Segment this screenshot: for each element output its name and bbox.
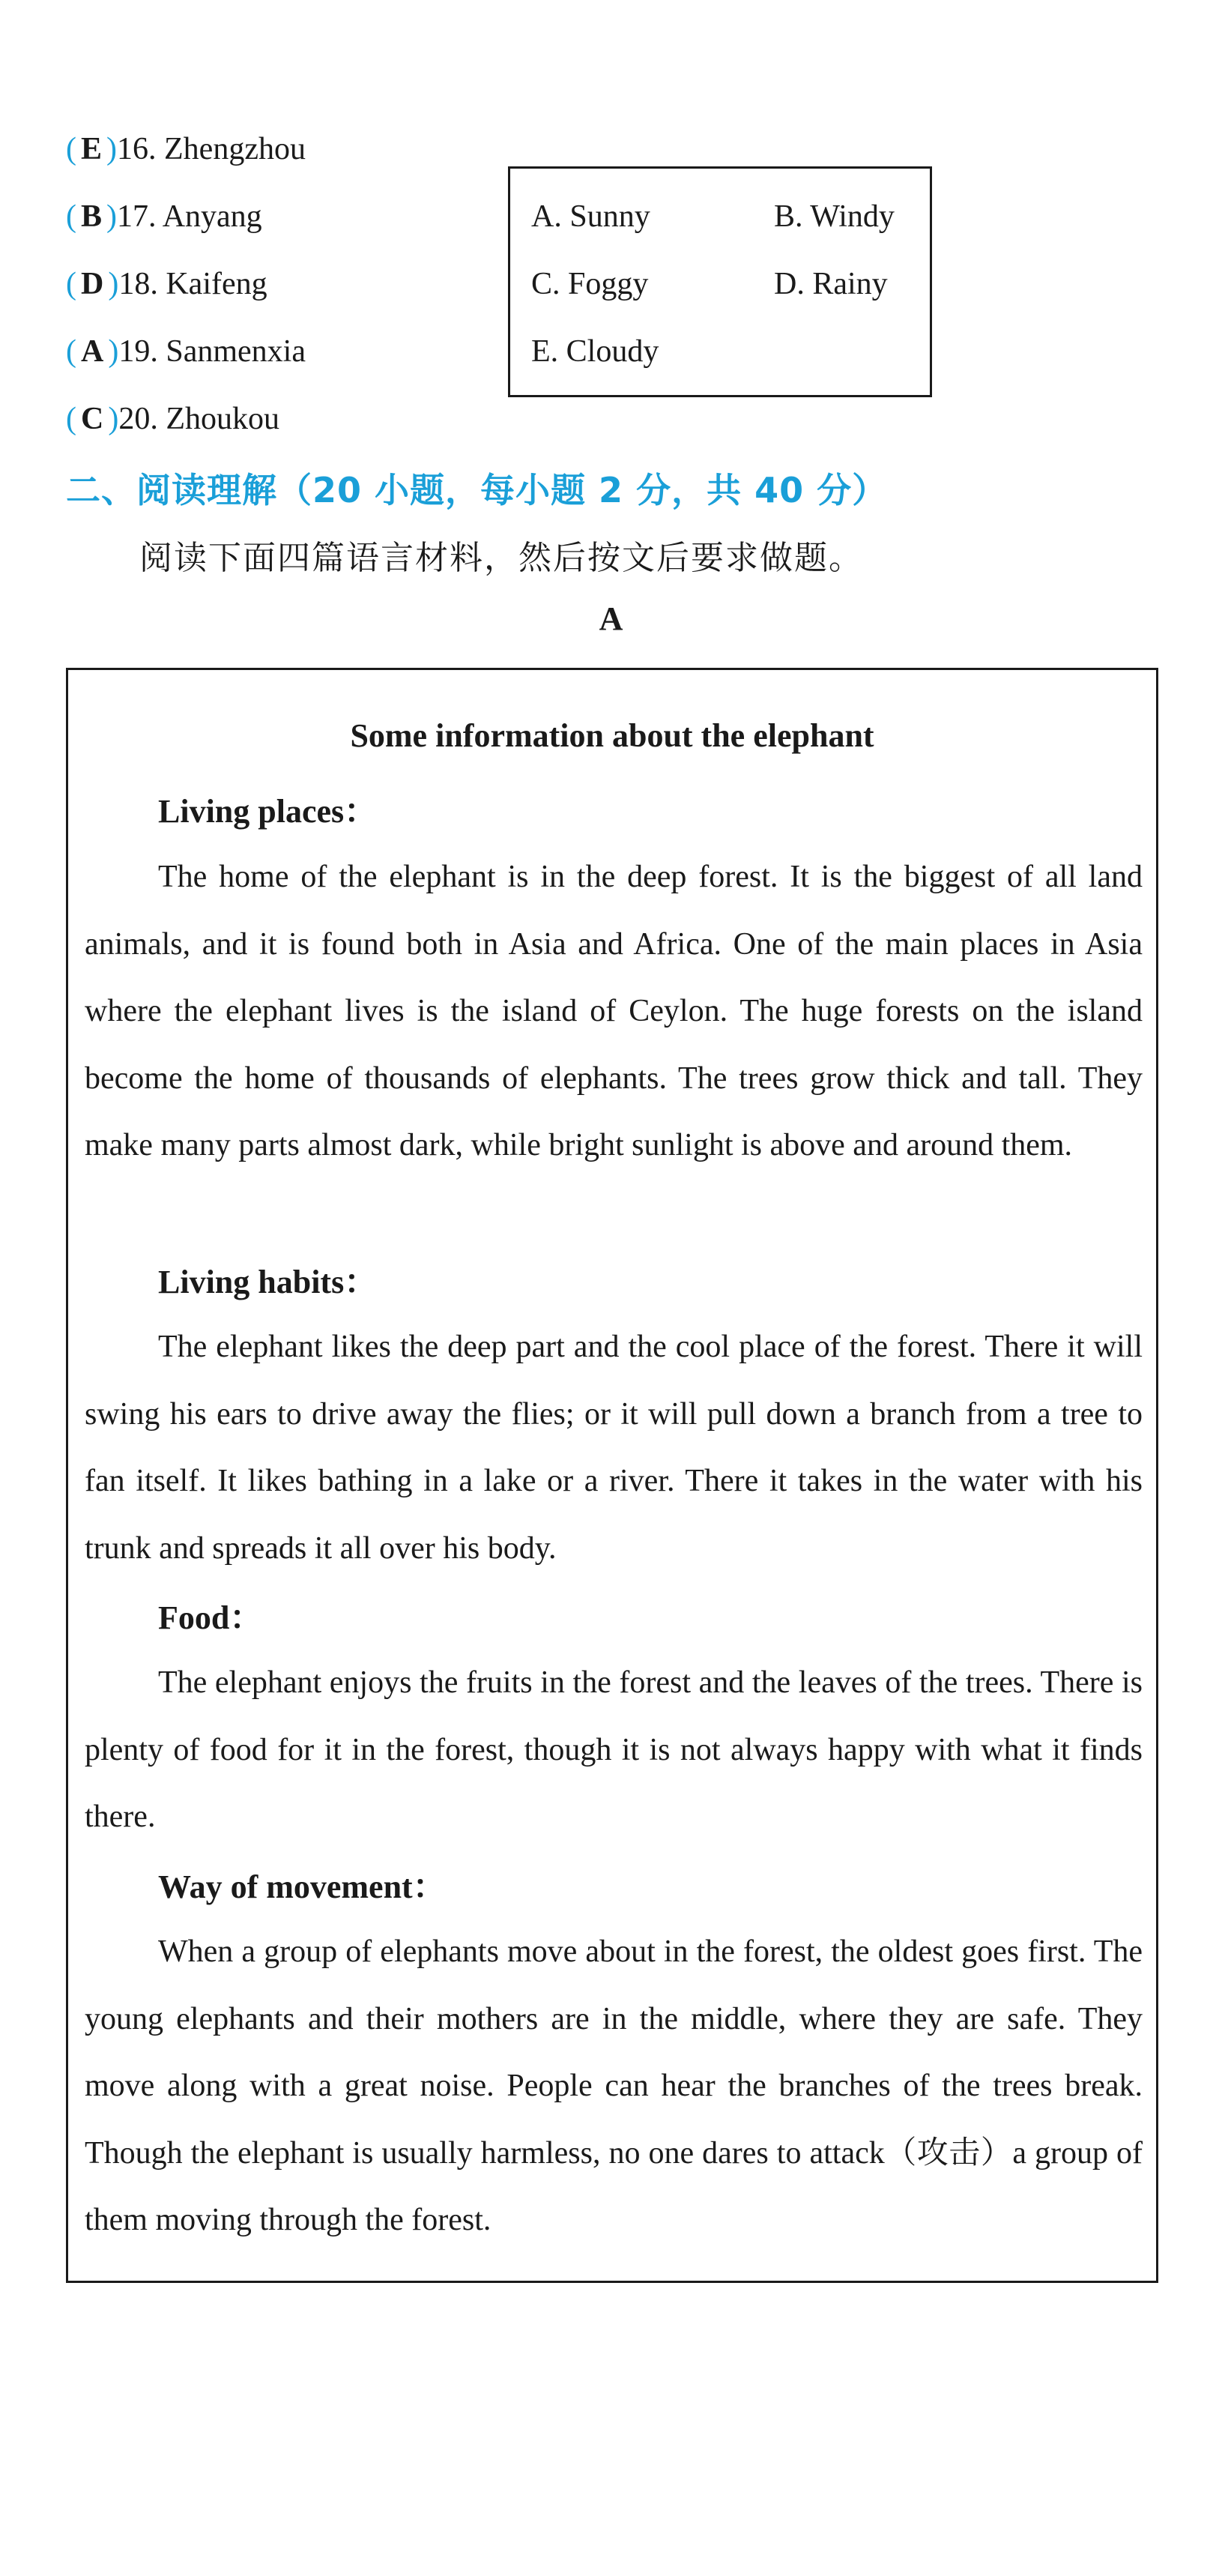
matching-item-19 — [66, 325, 306, 378]
answer-letter: C — [81, 402, 104, 436]
answer-letter: A — [81, 334, 104, 369]
option-a: A. Sunny — [531, 199, 650, 234]
answer-letter: E — [81, 132, 103, 166]
answer-letter: B — [81, 199, 103, 234]
section-instruction: 阅读下面四篇语言材料，然后按文后要求做题。 — [139, 540, 863, 576]
matching-item-16 — [66, 123, 306, 175]
answer-close-paren: ) — [108, 402, 119, 436]
answer-open-paren: ( — [66, 132, 76, 166]
weather-options-box — [508, 166, 932, 397]
passage-box — [66, 668, 1158, 2283]
answer-open-paren: ( — [66, 199, 76, 234]
matching-item-label: 18. Kaifeng — [118, 267, 267, 301]
paragraph-living-places: The home of the elephant is in the deep forest. It is the biggest of all land animals, and it is found both in Asia and Africa. One of the main places in Asia where the elephant lives is the island of Ceylon. The huge forests on the island become the home of thousands of elephants. The trees grow thick and tall. They make many parts almost dark, while bright sunlight is above and around them. — [85, 860, 1143, 1163]
matching-item-label: 19. Sanmenxia — [118, 334, 306, 369]
matching-item-17 — [66, 190, 262, 243]
section-title: 二、阅读理解（20 小题，每小题 2 分，共 40 分） — [66, 470, 888, 510]
answer-close-paren: ) — [106, 199, 118, 234]
option-c: C. Foggy — [531, 267, 649, 301]
option-e: E. Cloudy — [531, 334, 659, 369]
paragraph-way-of-movement: When a group of elephants move about in the forest, the oldest goes first. The young elephants and their mothers are in the middle, where they are safe. They move along with a great noise. People can hear the branches of the trees break. Though the elephant is usually harmless, no one dares to attack（攻击）a group of them moving through the forest. — [85, 1934, 1143, 2238]
matching-item-label: 17. Anyang — [117, 199, 262, 234]
subheading-food: Food： — [158, 1599, 263, 1636]
subheading-living-places: Living places： — [158, 793, 378, 830]
passage-title: Some information about the elephant — [350, 717, 874, 754]
answer-open-paren: ( — [66, 267, 76, 301]
matching-item-label: 16. Zhengzhou — [117, 132, 306, 166]
answer-open-paren: ( — [66, 334, 76, 369]
answer-open-paren: ( — [66, 402, 76, 436]
option-d: D. Rainy — [774, 267, 888, 301]
subheading-living-habits: Living habits： — [158, 1264, 378, 1300]
paragraph-living-habits: The elephant likes the deep part and the cool place of the forest. There it will swing his ears to drive away the flies; or it will pull down a branch from a tree to fan itself. It likes bathing in a lake or a river. There it takes in the water with his trunk and spreads it all over his body. — [85, 1330, 1143, 1566]
answer-letter: D — [81, 267, 104, 301]
subheading-way-of-movement: Way of movement： — [158, 1868, 446, 1905]
matching-item-20 — [66, 393, 279, 445]
matching-item-18 — [66, 258, 267, 310]
paragraph-food: The elephant enjoys the fruits in the forest and the leaves of the trees. There is plenty of food for it in the forest, though it is not always happy with what it finds there. — [85, 1665, 1143, 1835]
matching-item-label: 20. Zhoukou — [118, 402, 279, 436]
answer-close-paren: ) — [108, 267, 119, 301]
answer-close-paren: ) — [106, 132, 118, 166]
option-b: B. Windy — [774, 199, 895, 234]
part-label: A — [599, 600, 623, 637]
answer-close-paren: ) — [108, 334, 119, 369]
